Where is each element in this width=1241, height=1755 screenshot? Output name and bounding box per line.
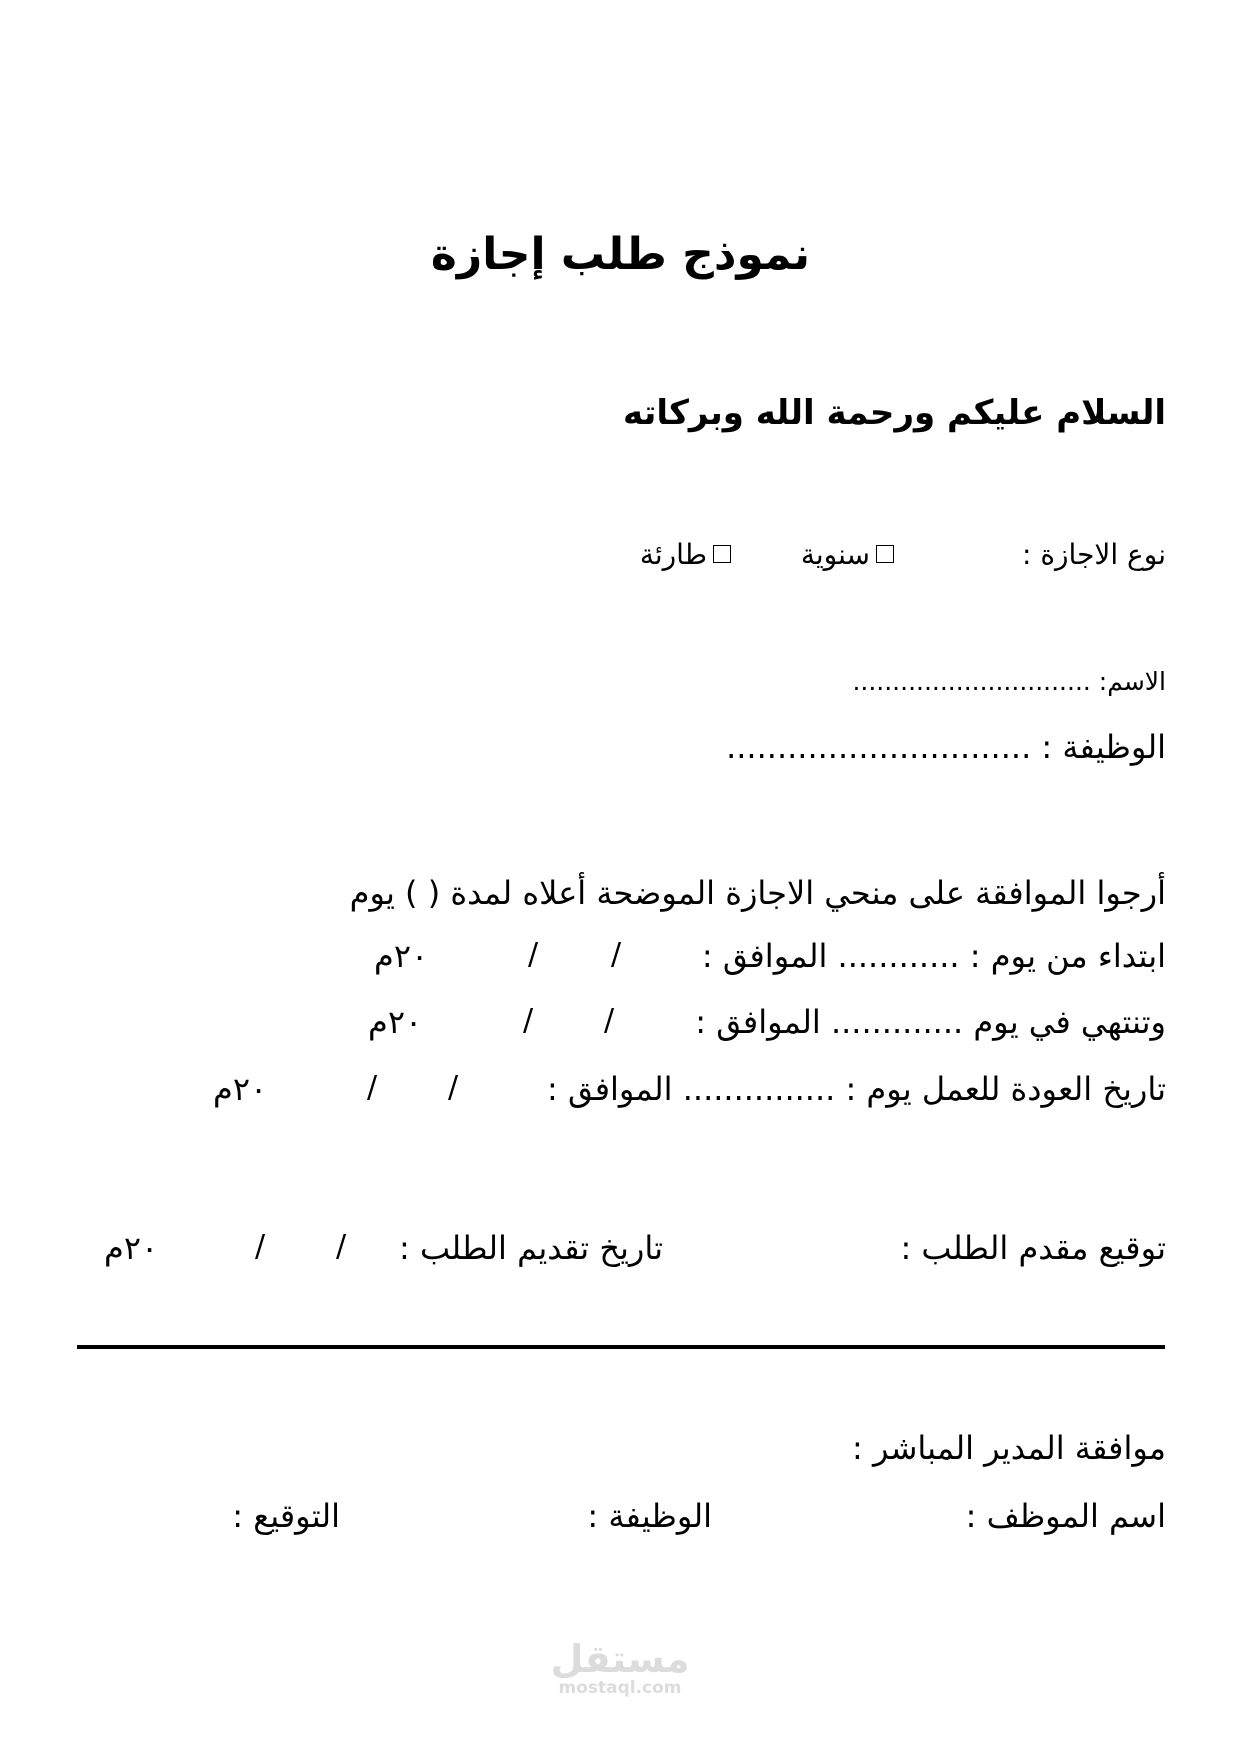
annual-checkbox[interactable] [876, 545, 894, 563]
name-field[interactable]: الاسم: .............................. [852, 667, 1166, 696]
watermark-logo [540, 1637, 700, 1698]
start-date-slash-1: / [611, 937, 622, 972]
manager-job-label: الوظيفة : [587, 1497, 712, 1535]
manager-approval-label: موافقة المدير المباشر : [851, 1429, 1166, 1467]
leave-option-annual[interactable] [800, 538, 894, 571]
greeting: السلام عليكم ورحمة الله وبركاته [622, 393, 1166, 433]
emergency-checkbox[interactable] [713, 545, 731, 563]
start-year: ٢٠م [374, 937, 429, 975]
submission-date-slash-2: / [255, 1229, 266, 1264]
return-day-field[interactable]: تاريخ العودة للعمل يوم : ............... الموافق : [547, 1070, 1166, 1108]
request-line: أرجوا الموافقة على منحي الاجازة الموضحة أعلاه لمدة ( ) يوم [349, 874, 1166, 912]
submission-date-slash-1: / [336, 1229, 347, 1264]
submission-date-label: تاريخ تقديم الطلب : [399, 1229, 663, 1267]
applicant-signature-label: توقيع مقدم الطلب : [900, 1229, 1166, 1267]
return-year: ٢٠م [213, 1070, 268, 1108]
leave-option-emergency[interactable] [639, 538, 731, 571]
manager-signature-label: التوقيع : [232, 1497, 340, 1535]
watermark-arabic: مستقل [550, 1637, 690, 1681]
return-date-slash-1: / [448, 1070, 459, 1105]
watermark-latin: mostaql.com [558, 1678, 682, 1698]
return-date-slash-2: / [367, 1070, 378, 1105]
section-divider [77, 1345, 1165, 1349]
start-day-field[interactable]: ابتداء من يوم : ............ الموافق : [701, 937, 1166, 975]
leave-type-label: نوع الاجازة : [1022, 538, 1166, 571]
employee-name-label: اسم الموظف : [965, 1497, 1166, 1535]
submission-year: ٢٠م [104, 1229, 159, 1267]
emergency-label: طارئة [639, 538, 707, 571]
start-date-slash-2: / [528, 937, 539, 972]
job-field[interactable]: الوظيفة : .............................. [726, 728, 1166, 766]
end-date-slash-2: / [523, 1003, 534, 1038]
end-day-field[interactable]: وتنتهي في يوم ............. الموافق : [695, 1003, 1166, 1041]
annual-label: سنوية [800, 538, 870, 571]
end-date-slash-1: / [604, 1003, 615, 1038]
end-year: ٢٠م [368, 1003, 423, 1041]
form-title: نموذج طلب إجازة [430, 229, 811, 280]
